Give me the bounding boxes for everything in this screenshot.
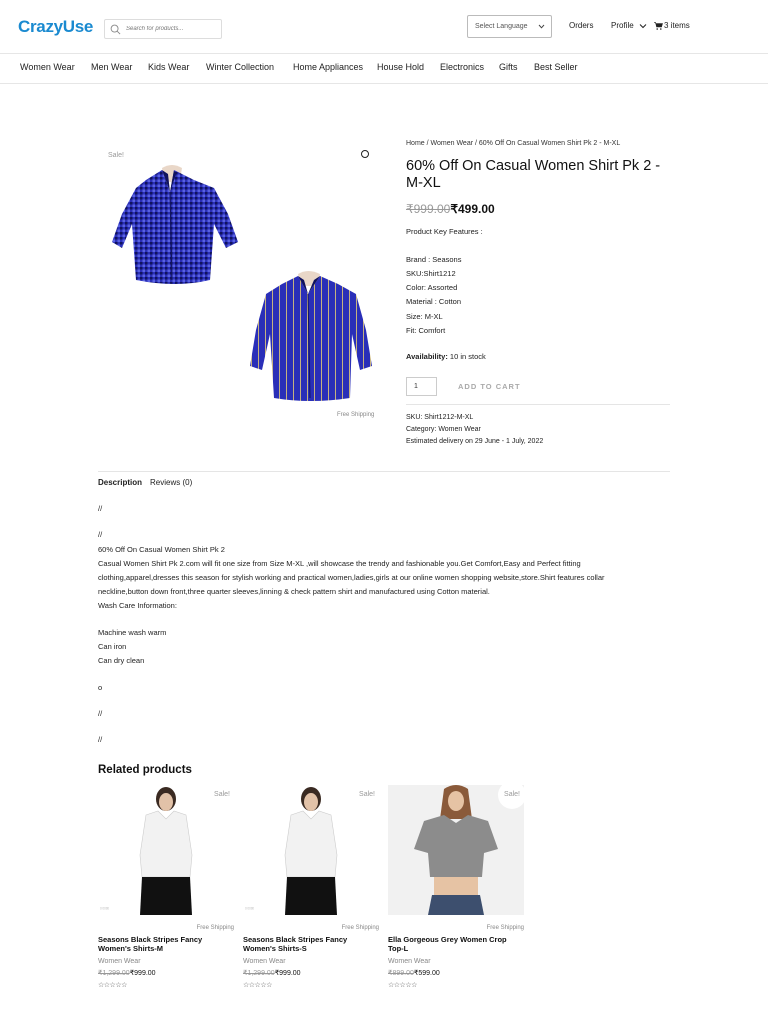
description-line: clothing,apparel,dresses this season for stylish working and practical women,ladies,girls at our online women shopping website,store.Shirt features collar	[98, 573, 605, 582]
related-product-title[interactable]	[98, 935, 228, 953]
cart-icon	[654, 22, 663, 30]
profile-label: Profile	[611, 21, 634, 30]
orders-link[interactable]: Orders	[569, 21, 594, 30]
sale-badge: Sale!	[214, 791, 230, 798]
site-header	[0, 0, 768, 54]
sale-badge: Sale!	[108, 152, 124, 159]
related-product-card[interactable]	[388, 785, 524, 989]
nav-best-seller[interactable]: Best Seller	[534, 62, 578, 72]
divider	[98, 471, 670, 472]
category-label: Category:	[406, 426, 437, 433]
title-line: Seasons Black Stripes Fancy	[243, 935, 348, 944]
related-product-category[interactable]: Women Wear	[388, 958, 431, 965]
free-shipping-label: Free Shipping	[341, 925, 379, 931]
estimated-delivery: Estimated delivery on 29 June - 1 July, 2022	[406, 438, 544, 445]
category-nav	[0, 54, 768, 84]
category-link[interactable]: Women Wear	[438, 426, 481, 433]
model-striped-shirt-image	[243, 785, 379, 915]
model-striped-shirt-image	[98, 785, 234, 915]
nav-kids-wear[interactable]: Kids Wear	[148, 62, 190, 72]
tab-reviews[interactable]: Reviews (0)	[150, 478, 193, 487]
related-product-title[interactable]	[243, 935, 373, 953]
description-line: //	[98, 709, 103, 718]
stock-count: 10 in stock	[449, 352, 486, 361]
free-shipping-label: Free Shipping	[337, 412, 375, 418]
search-box[interactable]	[104, 19, 222, 39]
related-product-price	[98, 969, 156, 977]
related-product-price	[388, 969, 440, 977]
chevron-down-icon	[538, 24, 545, 29]
old-price: ₹899.00	[388, 970, 414, 977]
title-line: Top-L	[388, 944, 409, 953]
sale-price: ₹999.00	[274, 970, 301, 977]
free-shipping-label: Free Shipping	[196, 925, 234, 931]
related-product-category[interactable]: Women Wear	[98, 958, 141, 965]
description-line: neckline,button down front,three quarter sleeves,linning & check pattern shirt and manufactured using Cotton material.	[98, 587, 490, 596]
chevron-down-icon	[639, 23, 647, 29]
product-title: 60% Off On Casual Women Shirt Pk 2 - M-XL	[406, 158, 661, 191]
related-product-category[interactable]: Women Wear	[243, 958, 286, 965]
description-heading: 60% Off On Casual Women Shirt Pk 2	[98, 545, 225, 554]
related-product-price	[243, 969, 301, 977]
quantity-input[interactable]	[406, 377, 437, 396]
sale-badge: Sale!	[359, 791, 375, 798]
free-shipping-label: Free Shipping	[486, 925, 524, 931]
title-line: Ella Gorgeous Grey Women Crop	[388, 935, 507, 944]
nav-gifts[interactable]: Gifts	[499, 62, 518, 72]
model-crop-top-image	[388, 785, 524, 915]
language-select[interactable]	[467, 15, 552, 38]
profile-menu[interactable]	[611, 21, 647, 30]
nav-house-hold[interactable]: House Hold	[377, 62, 425, 72]
attr-color: Color: Assorted	[406, 283, 458, 292]
product-image-stripe-shirt[interactable]	[248, 270, 374, 402]
related-product-image[interactable]	[243, 785, 379, 915]
title-line: Seasons Black Stripes Fancy	[98, 935, 203, 944]
product-sku: SKU: Shirt1212-M-XL	[406, 414, 474, 421]
attr-sku: SKU:Shirt1212	[406, 269, 456, 278]
divider	[406, 404, 670, 405]
related-product-image[interactable]	[98, 785, 234, 915]
related-product-card[interactable]	[98, 785, 234, 989]
tab-description[interactable]: Description	[98, 478, 143, 487]
title-line: Women's Shirts-S	[243, 944, 307, 953]
rating-stars: ☆☆☆☆☆	[98, 982, 127, 989]
language-select-label: Select Language	[475, 23, 528, 30]
description-line: o	[98, 683, 103, 692]
cart-count: 3 items	[664, 21, 690, 30]
nav-electronics[interactable]: Electronics	[440, 62, 485, 72]
product-summary	[406, 140, 670, 445]
svg-text:▯ ▯▯▯▯: ▯ ▯▯▯▯	[100, 906, 110, 910]
wash-care-item: Can dry clean	[98, 656, 145, 665]
wash-care-item: Machine wash warm	[98, 628, 167, 637]
nav-women-wear[interactable]: Women Wear	[20, 62, 75, 72]
product-category	[406, 426, 481, 433]
breadcrumb[interactable]: Home / Women Wear / 60% Off On Casual Women Shirt Pk 2 - M-XL	[406, 140, 621, 147]
description-line: //	[98, 735, 103, 744]
add-to-cart-button[interactable]: ADD TO CART	[458, 382, 521, 391]
nav-home-appliances[interactable]: Home Appliances	[293, 62, 364, 72]
sale-price: ₹599.00	[413, 970, 440, 977]
sale-badge: Sale!	[504, 791, 520, 798]
nav-men-wear[interactable]: Men Wear	[91, 62, 133, 72]
cart-link[interactable]	[654, 21, 690, 30]
wash-care-heading: Wash Care Information:	[98, 601, 177, 610]
rating-stars: ☆☆☆☆☆	[243, 982, 272, 989]
attr-size: Size: M-XL	[406, 312, 443, 321]
zoom-icon[interactable]	[361, 150, 369, 158]
sale-price: ₹999.00	[129, 970, 156, 977]
search-input[interactable]	[126, 26, 216, 32]
wash-care-item: Can iron	[98, 642, 127, 651]
related-products-title: Related products	[98, 764, 192, 776]
attr-material: Material : Cotton	[406, 297, 462, 306]
old-price: ₹999.00	[406, 202, 451, 216]
attr-fit: Fit: Comfort	[406, 326, 446, 335]
related-product-card[interactable]	[243, 785, 379, 989]
old-price: ₹1,299.00	[243, 970, 275, 977]
description-line: //	[98, 530, 103, 539]
product-image-check-shirt[interactable]	[110, 162, 242, 286]
description-line: Casual Women Shirt Pk 2.com will fit one size from Size M-XL ,will showcase the trendy and fashionable you.Get Comfort,Easy and Perfect fitting	[98, 559, 581, 568]
title-line: Women's Shirts-M	[98, 944, 163, 953]
rating-stars: ☆☆☆☆☆	[388, 982, 417, 989]
svg-text:▯ ▯▯▯▯: ▯ ▯▯▯▯	[245, 906, 255, 910]
product-price	[406, 202, 670, 216]
key-features-label: Product Key Features :	[406, 227, 483, 236]
site-logo[interactable]: CrazyUse	[18, 17, 94, 36]
sale-price: ₹499.00	[450, 202, 495, 216]
search-icon	[110, 24, 121, 35]
old-price: ₹1,299.00	[98, 970, 130, 977]
related-product-title[interactable]	[388, 935, 518, 953]
attr-brand: Brand : Seasons	[406, 255, 462, 264]
nav-winter-collection[interactable]: Winter Collection	[206, 62, 275, 72]
related-product-image[interactable]	[388, 785, 524, 915]
availability	[406, 352, 486, 361]
availability-label: Availability:	[406, 352, 448, 361]
description-line: //	[98, 504, 103, 513]
